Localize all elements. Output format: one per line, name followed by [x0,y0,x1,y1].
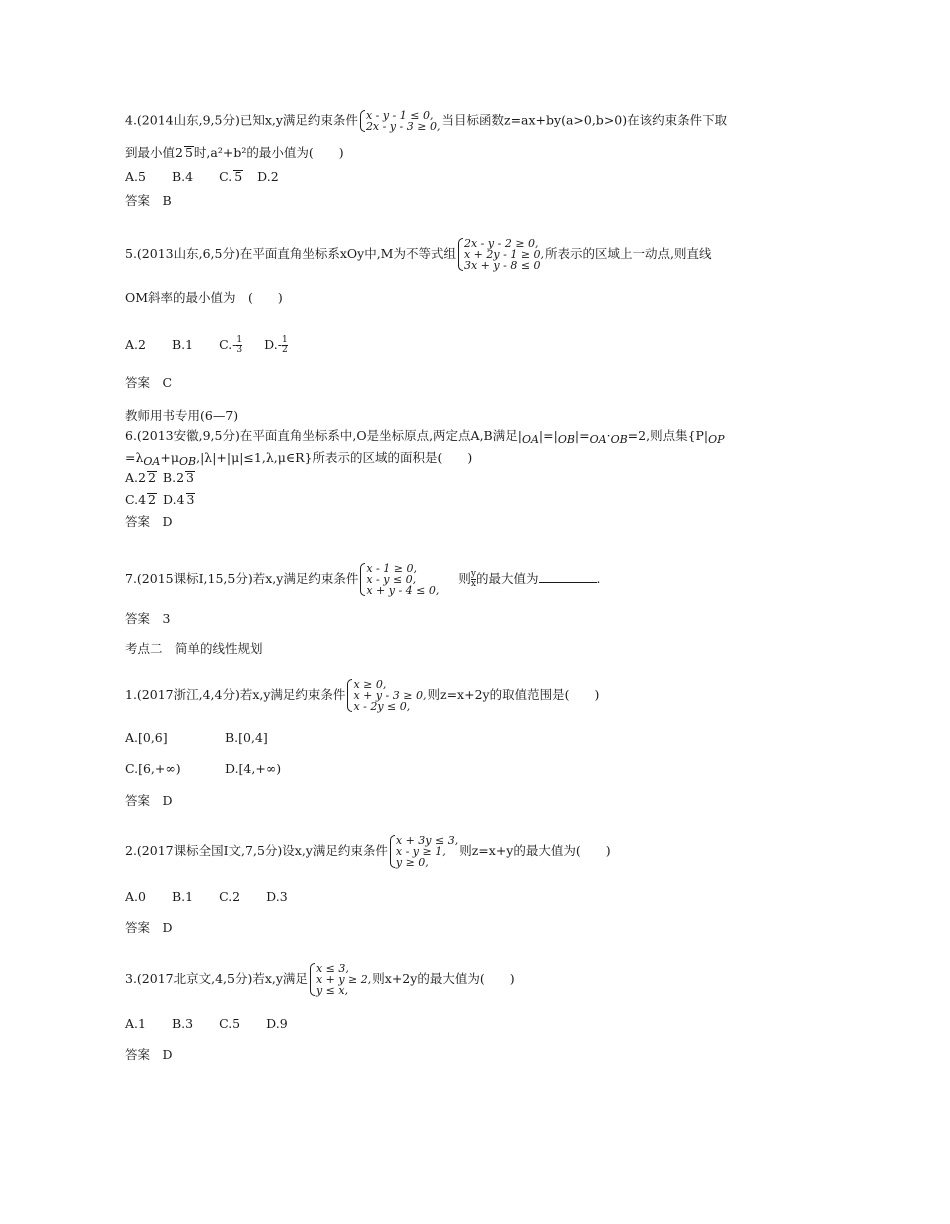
question-4-answer: 答案 B [125,193,172,208]
question-7-stem: 7.(2015课标Ⅰ,15,5分)若x,y满足约束条件 x - 1 ≥ 0, x - y ≤ 0, x + y - 4 ≤ 0, 则 $\frac{y}{x}$ 的最大值为 . [125,562,601,597]
section-2-question-3-answer: 答案 D [125,1047,173,1062]
section-2-question-1-options-ab: A.[0,6] B.[0,4] [125,730,268,745]
question-6-stem-line2: =λOA+μOB,|λ|+|μ|≤1,λ,μ∈R}所表示的区域的面积是( ) [125,450,473,468]
constraint-system: x - 1 ≥ 0, x - y ≤ 0, x + y - 4 ≤ 0, [359,563,439,596]
fraction: $\frac{1}{3}$ [236,335,243,355]
constraint-system: 2x - y - 2 ≥ 0, x + 2y - 1 ≥ 0, 3x + y - 8 ≤ 0 [457,238,544,271]
section-2-question-3-stem: 3.(2017北京文,4,5分)若x,y满足 x ≤ 3, x + y ≥ 2, y ≤ x, 则x+2y的最大值为( ) [125,962,515,997]
answer-blank [539,571,597,583]
constraint-system: x - y - 1 ≤ 0, 2x - y - 3 ≥ 0, [359,110,441,132]
question-5-stem: 5.(2013山东,6,5分)在平面直角坐标系xOy中,M为不等式组 2x - y - 2 ≥ 0, x + 2y - 1 ≥ 0, 3x + y - 8 ≤ 0 所表示的区域上一动点,则直线 [125,237,712,272]
fraction: $\frac{y}{x}$ [470,569,476,589]
question-5-answer: 答案 C [125,375,173,390]
question-6-answer: 答案 D [125,514,173,529]
constraint-system: x ≥ 0, x + y - 3 ≥ 0, x - 2y ≤ 0, [346,679,426,712]
section-2-question-2-answer: 答案 D [125,920,173,935]
question-6-stem: 6.(2013安徽,9,5分)在平面直角坐标系中,O是坐标原点,两定点A,B满足|OA|=|OB|=OA·OB=2,则点集{P|OP [125,428,725,446]
constraint-system: x + 3y ≤ 3, x - y ≥ 1, y ≥ 0, [389,835,458,868]
question-7-answer: 答案 3 [125,611,171,626]
question-4-stem-line2: 到最小值2 5时,a²+b²的最小值为( ) [125,145,344,160]
section-2-question-3-options: A.1 B.3 C.5 D.9 [125,1016,288,1031]
section-2-question-1-options-cd: C.[6,+∞) D.[4,+∞) [125,761,282,776]
teacher-section-heading: 教师用书专用(6—7) [125,408,239,423]
section-2-question-2-stem: 2.(2017课标全国Ⅰ文,7,5分)设x,y满足约束条件 x + 3y ≤ 3, x - y ≥ 1, y ≥ 0, 则z=x+y的最大值为( ) [125,834,611,869]
question-6-options-ab: A.2 2 B.2 3 [125,470,194,485]
question-5-options: A.2 B.1 C.- $\frac{1}{3}$ D.- $\frac{1}{2}$ [125,335,288,355]
section-2-question-2-options: A.0 B.1 C.2 D.3 [125,889,288,904]
section-heading: 考点二 简单的线性规划 [125,641,263,656]
section-2-question-1-stem: 1.(2017浙江,4,4分)若x,y满足约束条件 x ≥ 0, x + y - 3 ≥ 0, x - 2y ≤ 0, 则z=x+2y的取值范围是( ) [125,678,600,713]
question-4-options: A.5 B.4 C. 5 D.2 [125,169,279,184]
sqrt: 5 [184,145,193,160]
constraint-system: x ≤ 3, x + y ≥ 2, y ≤ x, [309,963,371,996]
section-2-question-1-answer: 答案 D [125,793,173,808]
question-6-options-cd: C.4 2 D.4 3 [125,492,195,507]
question-4-stem: 4.(2014山东,9,5分)已知x,y满足约束条件 x - y - 1 ≤ 0, 2x - y - 3 ≥ 0, 当目标函数z=ax+by(a>0,b>0)在该约束条件下取 [125,109,728,133]
question-5-stem-line2: OM斜率的最小值为 ( ) [125,290,283,305]
fraction: $\frac{1}{2}$ [281,335,288,355]
